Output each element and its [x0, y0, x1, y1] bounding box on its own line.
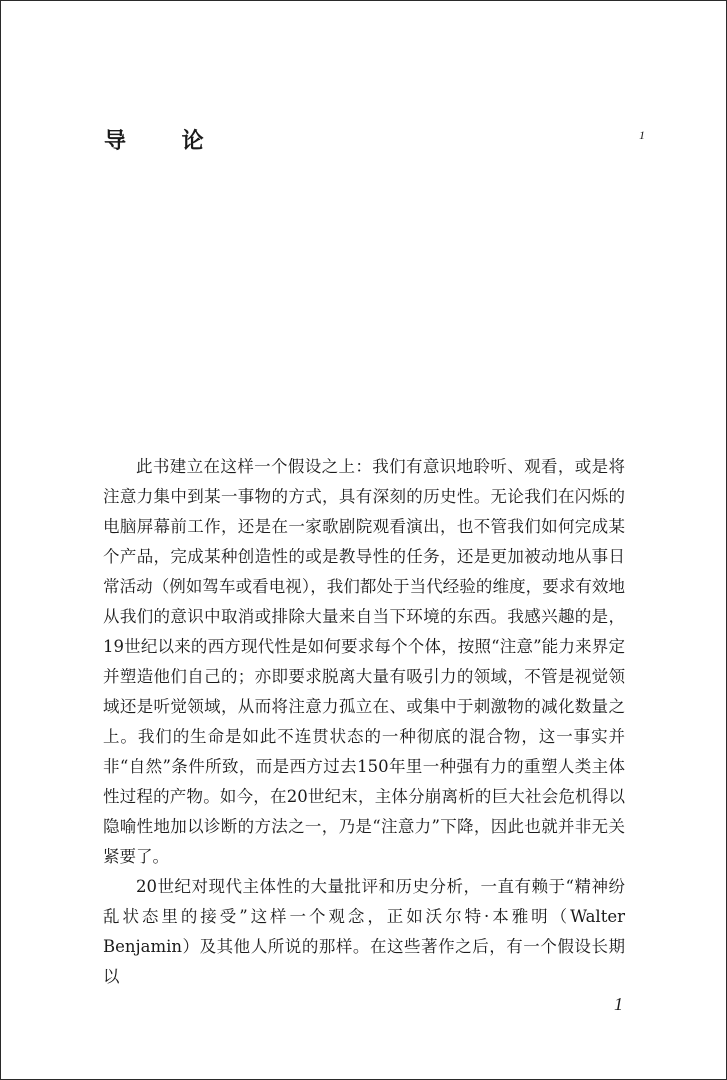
chapter-title: 导 论: [104, 128, 228, 154]
body-text: [103, 452, 625, 992]
page-number: 1: [614, 994, 623, 1014]
paragraph-1: 此书建立在这样一个假设之上：我们有意识地聆听、观看，或是将注意力集中到某一事物的方式，具有深刻的历史性。无论我们在闪烁的电脑屏幕前工作，还是在一家歌剧院观看演出，也不管我们如何完成某个产品，完成某种创造性的或是教导性的任务，还是更加被动地从事日常活动（例如驾车或看电视），我们都处于当代经验的维度，要求有效地从我们的意识中取消或排除大量来自当下环境的东西。我感兴趣的是，19世纪以来的西方现代性是如何要求每个个体，按照“注意”能力来界定并塑造他们自己的；亦即要求脱离大量有吸引力的领域，不管是视觉领域还是听觉领域，从而将注意力孤立在、或集中于刺激物的减化数量之上。我们的生命是如此不连贯状态的一种彻底的混合物，这一事实并非“自然”条件所致，而是西方过去150年里一种强有力的重塑人类主体性过程的产物。如今，在20世纪末，主体分崩离析的巨大社会危机得以隐喻性地加以诊断的方法之一，乃是“注意力”下降，因此也就并非无关紧要了。: [103, 457, 625, 866]
margin-page-number: 1: [639, 128, 645, 142]
paragraph-2: 20世纪对现代主体性的大量批评和历史分析，一直有赖于“精神纷乱状态里的接受”这样一个观念，正如沃尔特·本雅明（Walter Benjamin）及其他人所说的那样。在这些著作之后，有一个假设长期以: [103, 877, 625, 986]
